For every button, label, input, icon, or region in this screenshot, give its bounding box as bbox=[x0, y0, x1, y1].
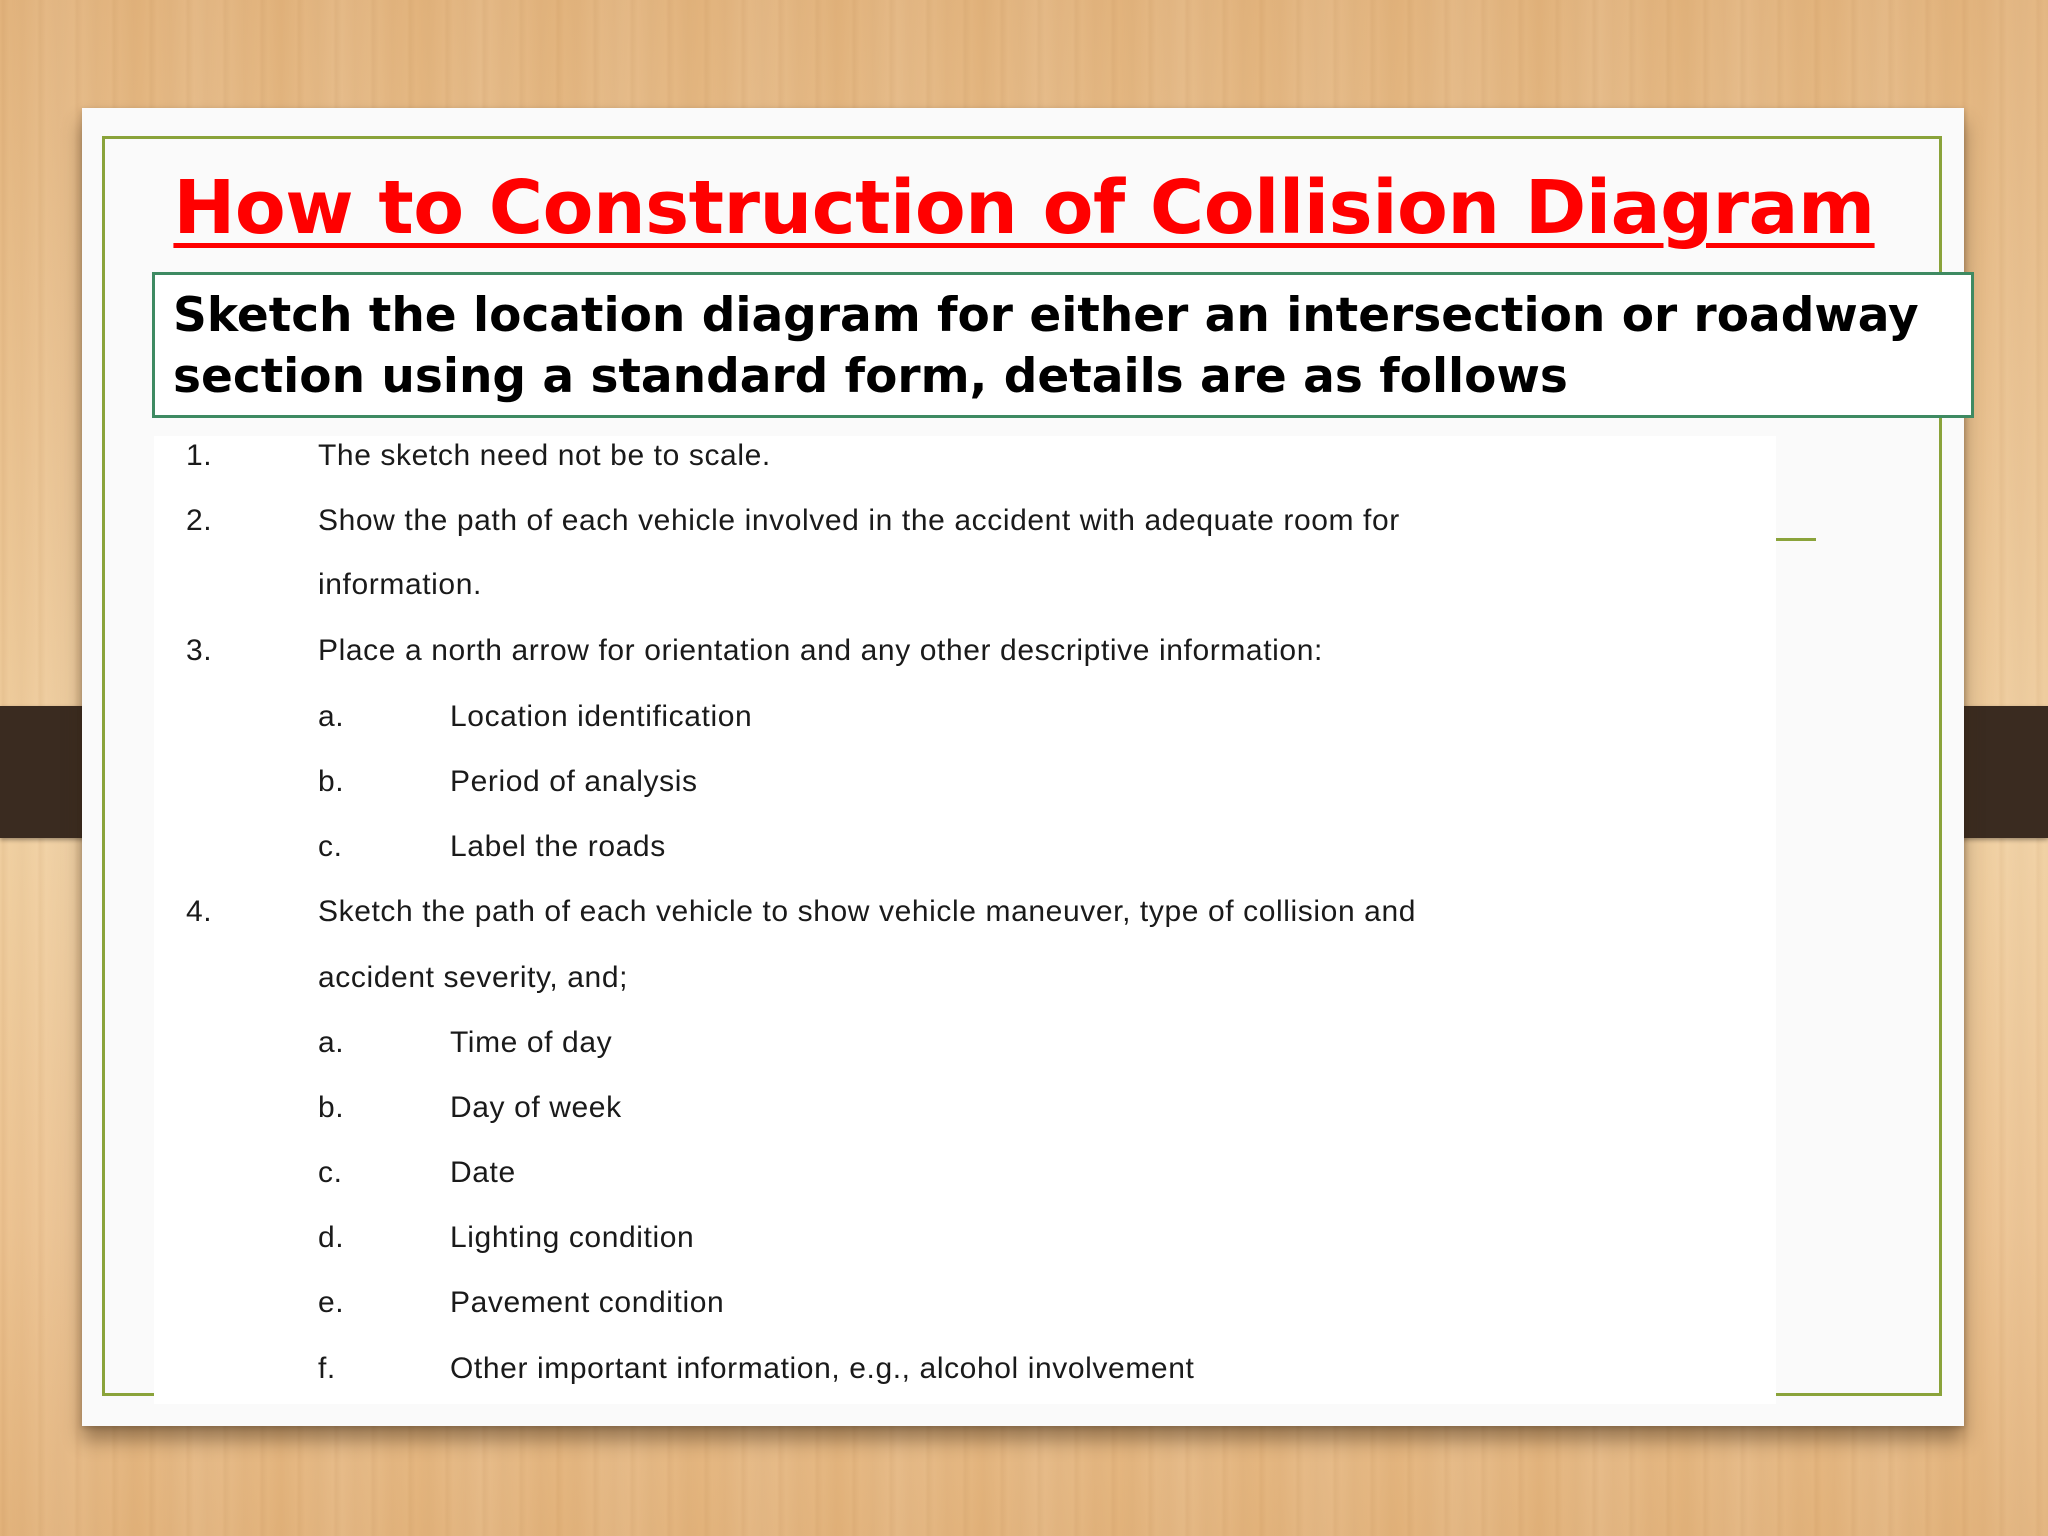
item-3-text: Place a north arrow for orientation and any other descriptive information: bbox=[318, 634, 1323, 667]
item-2-continuation: information. bbox=[318, 568, 482, 601]
item-4-text: Sketch the path of each vehicle to show vehicle maneuver, type of collision and bbox=[318, 895, 1417, 928]
intro-line-1: Sketch the location diagram for either an intersection or roadway bbox=[173, 288, 1919, 343]
item-4-sub-letter: b. bbox=[318, 1091, 345, 1124]
item-1-text: The sketch need not be to scale. bbox=[318, 439, 771, 472]
item-3-sub-text: Period of analysis bbox=[450, 765, 698, 798]
item-3-sub-letter: b. bbox=[318, 765, 345, 798]
item-3-sub-text: Label the roads bbox=[450, 830, 666, 863]
item-1-number: 1. bbox=[186, 439, 213, 472]
item-4-sub-text: Other important information, e.g., alcohol involvement bbox=[450, 1352, 1195, 1385]
item-2-text: Show the path of each vehicle involved in the accident with adequate room for bbox=[318, 504, 1400, 537]
item-3-number: 3. bbox=[186, 634, 213, 667]
item-4-sub-letter: f. bbox=[318, 1352, 336, 1385]
item-4-sub-text: Lighting condition bbox=[450, 1221, 695, 1254]
item-4-sub-text: Time of day bbox=[450, 1026, 613, 1059]
item-4-sub-text: Pavement condition bbox=[450, 1286, 725, 1319]
item-3-sub-text: Location identification bbox=[450, 700, 753, 733]
decorative-rule bbox=[1774, 538, 1816, 541]
intro-box bbox=[152, 272, 1974, 418]
item-4-sub-text: Day of week bbox=[450, 1091, 622, 1124]
steps-list bbox=[154, 436, 1776, 1404]
item-4-sub-letter: d. bbox=[318, 1221, 345, 1254]
item-2-number: 2. bbox=[186, 504, 213, 537]
slide-title: How to Construction of Collision Diagram bbox=[173, 165, 1875, 251]
intro-line-2: section using a standard form, details are as follows bbox=[173, 349, 1568, 404]
item-4-sub-letter: e. bbox=[318, 1286, 345, 1319]
item-4-number: 4. bbox=[186, 895, 213, 928]
item-4-sub-text: Date bbox=[450, 1156, 516, 1189]
item-3-sub-letter: a. bbox=[318, 700, 345, 733]
item-4-sub-letter: c. bbox=[318, 1156, 343, 1189]
item-3-sub-letter: c. bbox=[318, 830, 343, 863]
item-4-sub-letter: a. bbox=[318, 1026, 345, 1059]
item-4-continuation: accident severity, and; bbox=[318, 961, 629, 994]
